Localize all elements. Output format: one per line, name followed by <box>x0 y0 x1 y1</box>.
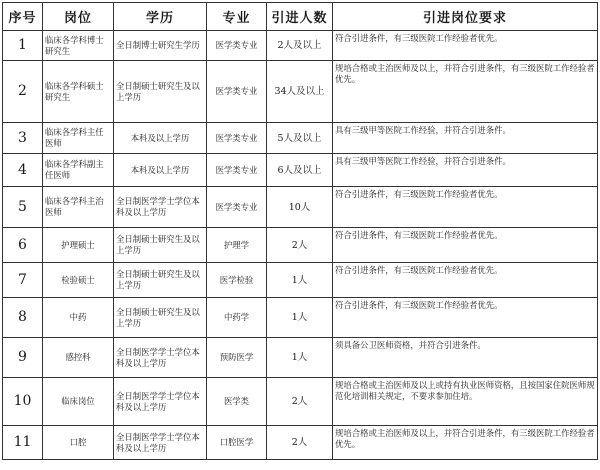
recruitment-table-wrapper <box>2 2 598 460</box>
row-education: 全日制医学学士学位本科及以上学历 <box>114 378 207 426</box>
row-no: 5 <box>3 187 43 228</box>
row-no: 9 <box>3 338 43 378</box>
table-row <box>3 263 598 298</box>
row-no: 3 <box>3 123 43 154</box>
row-count: 2人 <box>267 426 333 460</box>
row-education: 本科及以上学历 <box>114 154 207 187</box>
row-requirement: 规培合格或主治医师及以上，并符合引进条件，有三级医院工作经验者优先。 <box>333 61 598 123</box>
row-no: 10 <box>3 378 43 426</box>
header-no: 序号 <box>3 3 43 31</box>
row-requirement: 规培合格或主治医师及以上或持有执业医师资格，且按国家住院医师规范化培训相关规定，不要求参加住培。 <box>333 378 598 426</box>
row-count: 5人及以上 <box>267 123 333 154</box>
row-position: 临床岗位 <box>43 378 114 426</box>
row-major: 医学检验 <box>207 263 267 298</box>
table-row <box>3 187 598 228</box>
row-major: 医学类 <box>207 378 267 426</box>
table-row <box>3 426 598 460</box>
row-position: 临床各学科硕士研究生 <box>43 61 114 123</box>
row-position: 临床各学科主任医师 <box>43 123 114 154</box>
recruitment-table <box>2 2 598 460</box>
table-row <box>3 123 598 154</box>
row-no: 4 <box>3 154 43 187</box>
row-count: 1人 <box>267 338 333 378</box>
row-requirement: 符合引进条件，有三级医院工作经验者优先。 <box>333 187 598 228</box>
table-row <box>3 338 598 378</box>
row-count: 10人 <box>267 187 333 228</box>
row-major: 医学类专业 <box>207 61 267 123</box>
row-requirement: 符合引进条件，有三级医院工作经验者优先。 <box>333 298 598 338</box>
table-row <box>3 378 598 426</box>
row-requirement: 具有三级甲等医院工作经验，并符合引进条件。 <box>333 154 598 187</box>
row-education: 全日制医学学士学位本科及以上学历 <box>114 338 207 378</box>
row-position: 中药 <box>43 298 114 338</box>
row-major: 医学类专业 <box>207 31 267 61</box>
row-major: 护理学 <box>207 228 267 263</box>
row-no: 7 <box>3 263 43 298</box>
table-row <box>3 31 598 61</box>
header-position: 岗位 <box>43 3 114 31</box>
row-education: 全日制硕士研究生及以上学历 <box>114 263 207 298</box>
row-count: 2人 <box>267 228 333 263</box>
row-count: 34人及以上 <box>267 61 333 123</box>
row-count: 1人 <box>267 263 333 298</box>
header-education: 学历 <box>114 3 207 31</box>
row-count: 6人及以上 <box>267 154 333 187</box>
header-row <box>3 3 598 31</box>
row-education: 全日制硕士研究生及以上学历 <box>114 61 207 123</box>
header-major: 专业 <box>207 3 267 31</box>
row-major: 医学类专业 <box>207 187 267 228</box>
row-major: 预防医学 <box>207 338 267 378</box>
row-count: 1人 <box>267 298 333 338</box>
row-no: 1 <box>3 31 43 61</box>
table-row <box>3 298 598 338</box>
row-requirement: 具有三级甲等医院工作经验，并符合引进条件。 <box>333 123 598 154</box>
row-major: 医学类专业 <box>207 154 267 187</box>
row-count: 2人 <box>267 378 333 426</box>
row-education: 全日制硕士研究生及以上学历 <box>114 228 207 263</box>
row-requirement: 须具备公卫医师资格，并符合引进条件。 <box>333 338 598 378</box>
row-position: 临床各学科副主任医师 <box>43 154 114 187</box>
table-row <box>3 154 598 187</box>
row-no: 11 <box>3 426 43 460</box>
row-position: 口腔 <box>43 426 114 460</box>
row-requirement: 符合引进条件，有三级医院工作经验者优先。 <box>333 31 598 61</box>
table-row <box>3 228 598 263</box>
header-requirement: 引进岗位要求 <box>333 3 598 31</box>
row-count: 2人及以上 <box>267 31 333 61</box>
row-education: 全日制博士研究生学历 <box>114 31 207 61</box>
row-major: 口腔医学 <box>207 426 267 460</box>
row-education: 全日制硕士研究生及以上学历 <box>114 298 207 338</box>
row-no: 6 <box>3 228 43 263</box>
row-education: 本科及以上学历 <box>114 123 207 154</box>
row-education: 全日制医学学士学位本科及以上学历 <box>114 426 207 460</box>
table-row <box>3 61 598 123</box>
row-education: 全日制医学学士学位本科及以上学历 <box>114 187 207 228</box>
row-requirement: 符合引进条件，有三级医院工作经验者优先。 <box>333 263 598 298</box>
row-major: 医学类专业 <box>207 123 267 154</box>
header-count: 引进人数 <box>267 3 333 31</box>
row-no: 2 <box>3 61 43 123</box>
row-major: 中药学 <box>207 298 267 338</box>
row-position: 感控科 <box>43 338 114 378</box>
row-position: 临床各学科主治医师 <box>43 187 114 228</box>
row-position: 临床各学科博士研究生 <box>43 31 114 61</box>
row-position: 检验硕士 <box>43 263 114 298</box>
row-requirement: 规培合格或主治医师及以上，并符合引进条件，有三级医院工作经验者优先。 <box>333 426 598 460</box>
row-no: 8 <box>3 298 43 338</box>
row-requirement: 符合引进条件，有三级医院工作经验者优先。 <box>333 228 598 263</box>
row-position: 护理硕士 <box>43 228 114 263</box>
